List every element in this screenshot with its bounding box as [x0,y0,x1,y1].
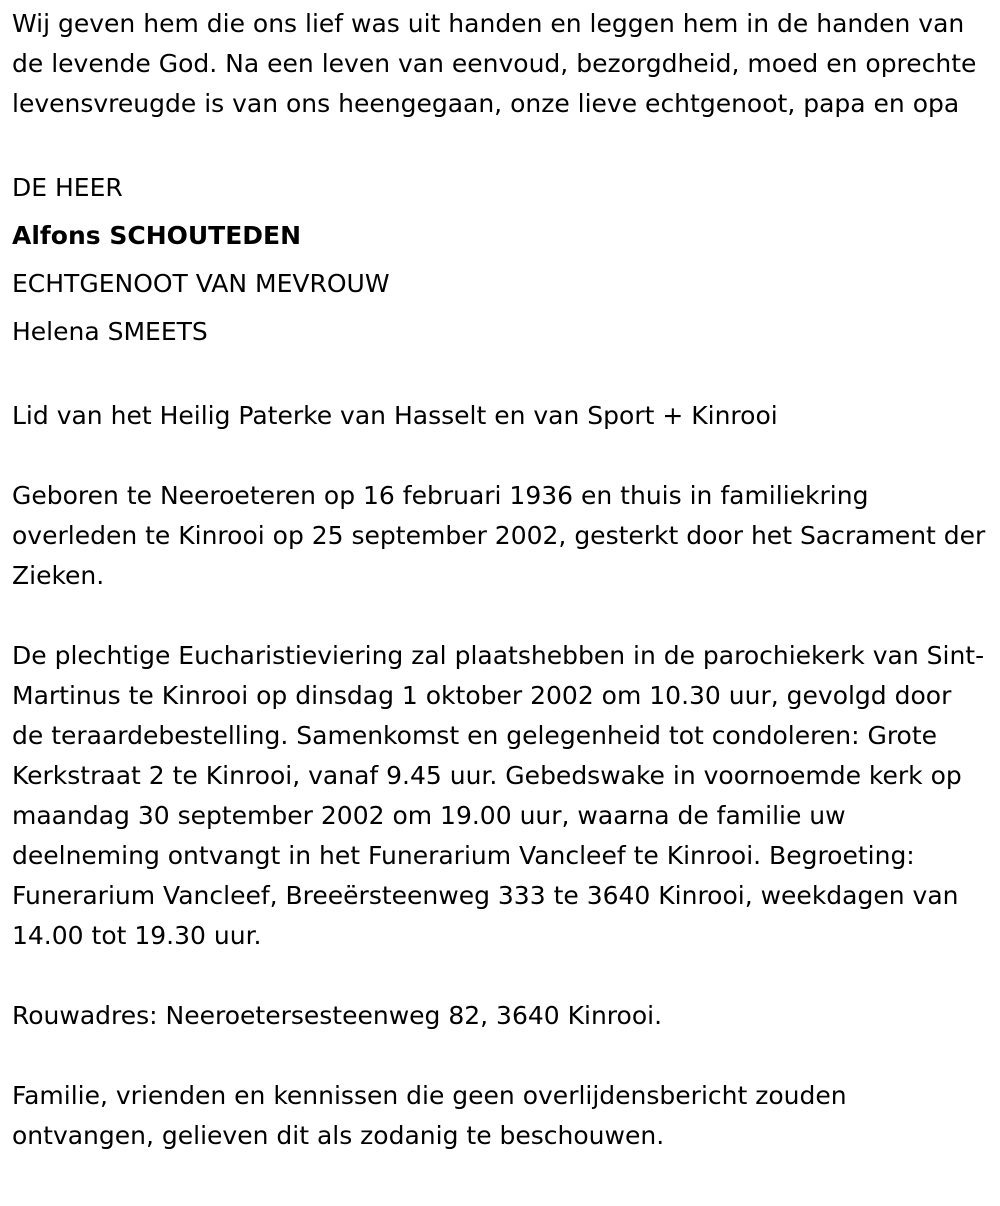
closing-paragraph: Familie, vrienden en kennissen die geen overlijdensbericht zouden ontvangen, gelieven dit als zodanig te beschouwen. [12,1081,847,1150]
ceremony-paragraph: De plechtige Eucharistieviering zal plaatshebben in de parochiekerk van Sint-Martinus te Kinrooi op dinsdag 1 oktober 2002 om 10.30 uur, gevolgd door de teraardebestelling. Samenkomst en gelegenheid tot condoleren: Grote Kerkstraat 2 te Kinrooi, vanaf 9.45 uur. Gebedswake in voornoemde kerk op maandag 30 september 2002 om 19.00 uur, waarna de familie uw deelneming ontvangt in het Funerarium Vancleef te Kinrooi. Begroeting: Funerarium Vancleef, Breeërsteenweg 333 te 3640 Kinrooi, weekdagen van 14.00 tot 19.30 uur. [12,641,985,950]
obituary-notice [12,4,988,1156]
membership-paragraph: Lid van het Heilig Paterke van Hasselt en van Sport + Kinrooi [12,401,778,430]
spouse-name: Helena SMEETS [12,317,208,346]
mourning-address-paragraph: Rouwadres: Neeroetersesteenweg 82, 3640 Kinrooi. [12,1001,663,1030]
deceased-header [12,164,988,356]
honorific-title: DE HEER [12,173,123,202]
birth-death-paragraph: Geboren te Neeroeteren op 16 februari 1936 en thuis in familiekring overleden te Kinrooi op 25 september 2002, gesterkt door het Sacrament der Zieken. [12,481,986,590]
intro-paragraph: Wij geven hem die ons lief was uit handen en leggen hem in de handen van de levende God. Na een leven van eenvoud, bezorgdheid, moed en oprechte levensvreugde is van ons heengegaan, onze lieve echtgenoot, papa en opa [12,9,977,118]
deceased-name: Alfons SCHOUTEDEN [12,221,302,250]
spouse-label: ECHTGENOOT VAN MEVROUW [12,269,390,298]
